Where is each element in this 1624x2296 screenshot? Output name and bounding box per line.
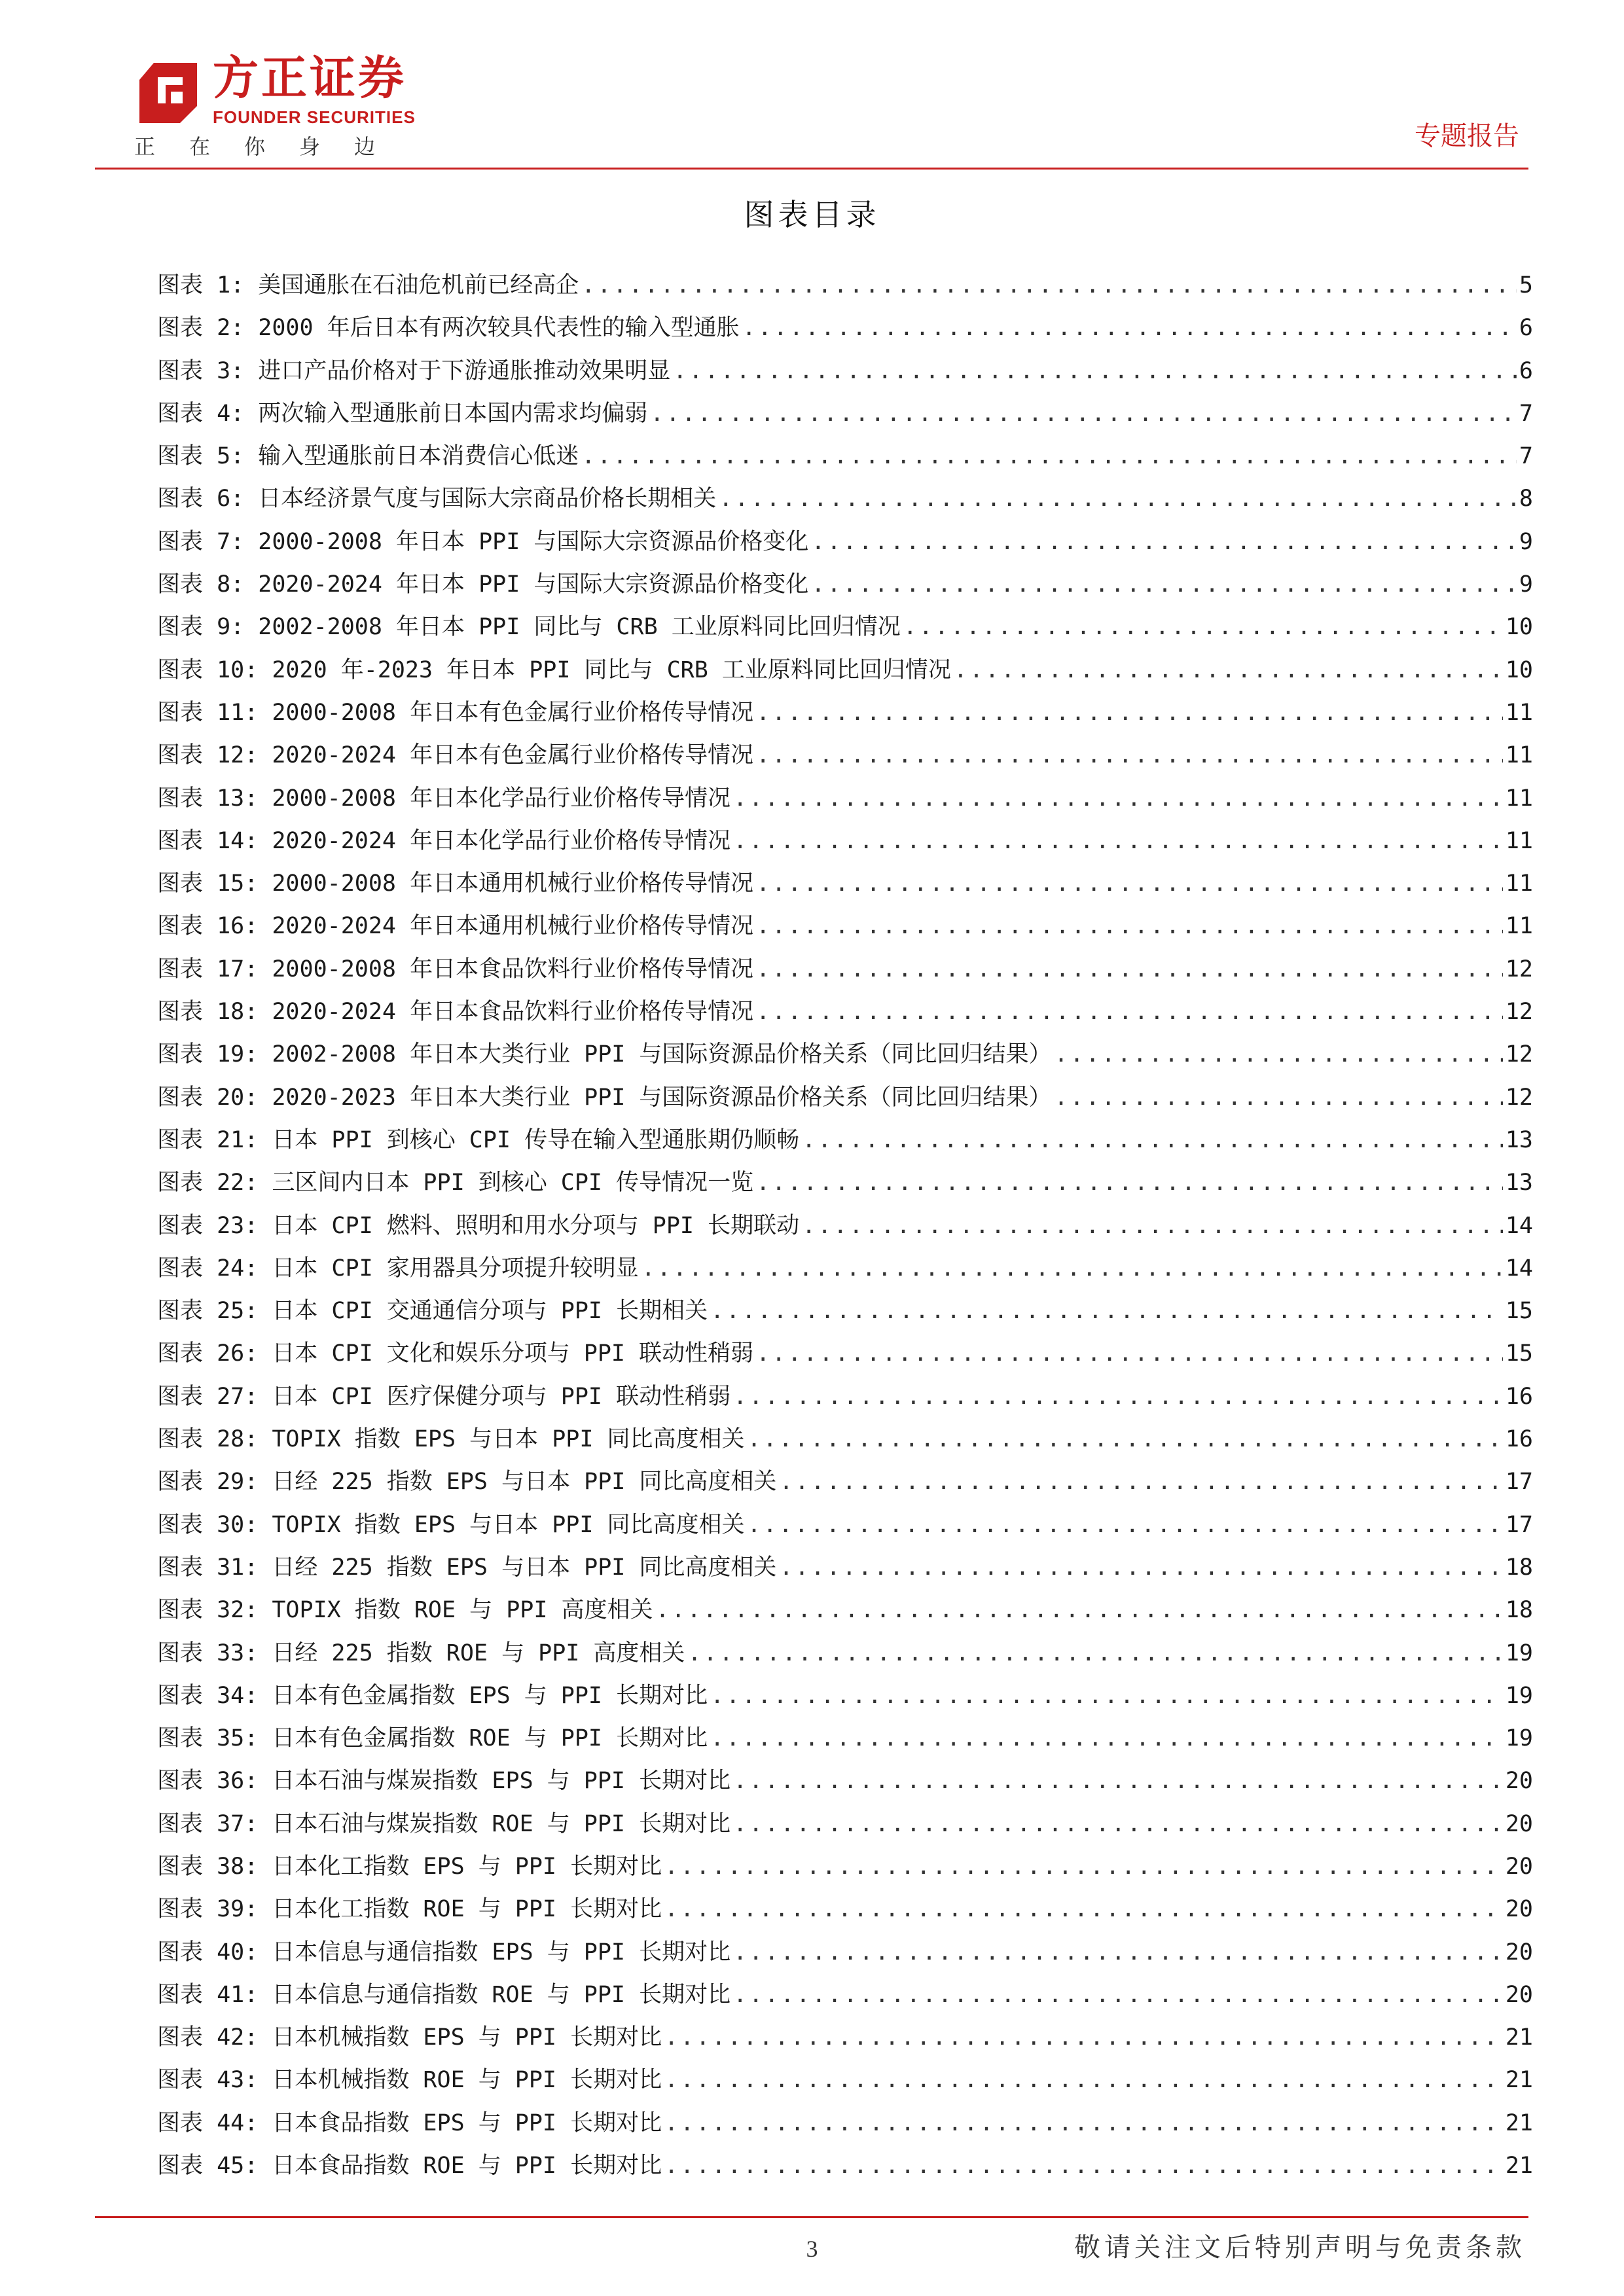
toc-dot-leader — [664, 2110, 1503, 2136]
toc-entry[interactable] — [157, 1677, 1533, 1720]
brand-slogan: 正在你身边 — [134, 134, 410, 159]
toc-entry-page: 20 — [1505, 1981, 1533, 2008]
footer-disclaimer: 敬请关注文后特别声明与免责条款 — [1074, 2233, 1526, 2263]
toc-entry[interactable] — [157, 908, 1533, 950]
toc-entry-label: 图表 14: 2020-2024 年日本化学品行业价格传导情况 — [157, 827, 731, 854]
toc-entry-label: 图表 28: TOPIX 指数 EPS 与日本 PPI 同比高度相关 — [157, 1426, 745, 1453]
toc-dot-leader — [1054, 1085, 1502, 1111]
toc-entry[interactable] — [157, 267, 1533, 310]
toc-entry-label: 图表 41: 日本信息与通信指数 ROE 与 PPI 长期对比 — [157, 1981, 731, 2008]
toc-entry[interactable] — [157, 1421, 1533, 1463]
toc-entry[interactable] — [157, 2062, 1533, 2104]
toc-entry-page: 19 — [1505, 1725, 1533, 1752]
toc-dot-leader — [733, 828, 1503, 854]
toc-entry-page: 14 — [1505, 1255, 1533, 1282]
toc-entry-label: 图表 2: 2000 年后日本有两次较具代表性的输入型通胀 — [157, 315, 740, 342]
toc-entry-page: 19 — [1505, 1682, 1533, 1709]
toc-entry[interactable] — [157, 2019, 1533, 2062]
toc-dot-leader — [779, 1469, 1502, 1495]
brand-name-cn: 方正证券 — [213, 51, 406, 105]
toc-entry[interactable] — [157, 1549, 1533, 1592]
toc-entry-page: 16 — [1505, 1383, 1533, 1410]
toc-entry[interactable] — [157, 694, 1533, 737]
toc-entry-page: 11 — [1505, 827, 1533, 854]
toc-entry-label: 图表 40: 日本信息与通信指数 EPS 与 PPI 长期对比 — [157, 1939, 731, 1965]
toc-entry-page: 6 — [1519, 357, 1533, 384]
toc-entry-label: 图表 17: 2000-2008 年日本食品饮料行业价格传导情况 — [157, 956, 754, 982]
toc-entry-label: 图表 1: 美国通胀在石油危机前已经高企 — [157, 272, 579, 298]
toc-dot-leader — [641, 1255, 1503, 1282]
toc-dot-leader — [748, 1512, 1503, 1538]
toc-entry[interactable] — [157, 1293, 1533, 1335]
toc-entry-label: 图表 32: TOPIX 指数 ROE 与 PPI 高度相关 — [157, 1597, 653, 1624]
toc-entry[interactable] — [157, 780, 1533, 823]
toc-entry-label: 图表 5: 输入型通胀前日本消费信心低迷 — [157, 443, 579, 470]
toc-entry[interactable] — [157, 1122, 1533, 1164]
toc-dot-leader — [742, 315, 1517, 341]
toc-dot-leader — [581, 443, 1517, 469]
toc-entry[interactable] — [157, 609, 1533, 651]
toc-entry-label: 图表 43: 日本机械指数 ROE 与 PPI 长期对比 — [157, 2067, 662, 2094]
toc-entry-page: 10 — [1505, 656, 1533, 683]
toc-dot-leader — [733, 1939, 1503, 1965]
toc-entry-page: 21 — [1505, 2024, 1533, 2051]
toc-dot-leader — [779, 1554, 1502, 1581]
toc-dot-leader — [710, 1683, 1503, 1709]
toc-dot-leader — [650, 401, 1517, 427]
toc-entry-label: 图表 24: 日本 CPI 家用器具分项提升较明显 — [157, 1255, 639, 1282]
toc-entry-label: 图表 3: 进口产品价格对于下游通胀推动效果明显 — [157, 357, 671, 384]
toc-entry-page: 8 — [1519, 486, 1533, 512]
toc-entry-page: 21 — [1505, 2153, 1533, 2179]
toc-entry-page: 21 — [1505, 2067, 1533, 2094]
header-divider — [95, 168, 1528, 170]
toc-entry-label: 图表 31: 日经 225 指数 EPS 与日本 PPI 同比高度相关 — [157, 1554, 777, 1581]
toc-entry[interactable] — [157, 823, 1533, 865]
toc-entry-label: 图表 44: 日本食品指数 EPS 与 PPI 长期对比 — [157, 2109, 662, 2136]
toc-dot-leader — [811, 529, 1517, 555]
toc-entry[interactable] — [157, 737, 1533, 780]
toc-entry-label: 图表 4: 两次输入型通胀前日本国内需求均偏弱 — [157, 400, 648, 427]
toc-entry-label: 图表 11: 2000-2008 年日本有色金属行业价格传导情况 — [157, 699, 754, 726]
toc-entry[interactable] — [157, 566, 1533, 609]
toc-entry-page: 9 — [1519, 571, 1533, 598]
toc-entry[interactable] — [157, 2105, 1533, 2147]
toc-entry-label: 图表 15: 2000-2008 年日本通用机械行业价格传导情况 — [157, 870, 754, 897]
toc-entry-page: 13 — [1505, 1126, 1533, 1153]
toc-entry-page: 21 — [1505, 2109, 1533, 2136]
toc-entry[interactable] — [157, 395, 1533, 438]
toc-entry-label: 图表 23: 日本 CPI 燃料、照明和用水分项与 PPI 长期联动 — [157, 1212, 800, 1239]
toc-dot-leader — [710, 1298, 1503, 1324]
toc-entry[interactable] — [157, 994, 1533, 1036]
toc-dot-leader — [954, 657, 1503, 683]
toc-dot-leader — [756, 999, 1503, 1025]
toc-dot-leader — [756, 956, 1503, 982]
report-type-label: 专题报告 — [1415, 121, 1519, 151]
toc-entry-label: 图表 25: 日本 CPI 交通通信分项与 PPI 长期相关 — [157, 1298, 708, 1325]
toc-entry-page: 19 — [1505, 1640, 1533, 1666]
toc-dot-leader — [756, 913, 1503, 939]
toc-entry[interactable] — [157, 652, 1533, 694]
toc-dot-leader — [903, 614, 1503, 640]
page-number: 3 — [806, 2236, 818, 2262]
toc-entry-label: 图表 22: 三区间内日本 PPI 到核心 CPI 传导情况一览 — [157, 1170, 754, 1196]
toc-dot-leader — [756, 1170, 1503, 1196]
toc-entry-page: 20 — [1505, 1939, 1533, 1965]
toc-entry-page: 20 — [1505, 1768, 1533, 1795]
toc-entry[interactable] — [157, 1891, 1533, 1933]
toc-entry-label: 图表 19: 2002-2008 年日本大类行业 PPI 与国际资源品价格关系（同比回归结果） — [157, 1041, 1052, 1068]
toc-entry-page: 20 — [1505, 1810, 1533, 1837]
toc-entry-page: 17 — [1505, 1511, 1533, 1538]
toc-dot-leader — [581, 272, 1517, 298]
toc-dot-leader — [756, 1340, 1503, 1367]
toc-entry-label: 图表 26: 日本 CPI 文化和娱乐分项与 PPI 联动性稍弱 — [157, 1340, 754, 1367]
toc-entry-page: 7 — [1519, 400, 1533, 427]
toc-entry[interactable] — [157, 1763, 1533, 1805]
page-header — [0, 0, 1624, 171]
toc-entry[interactable] — [157, 438, 1533, 480]
toc-dot-leader — [802, 1127, 1503, 1153]
toc-dot-leader — [719, 486, 1517, 512]
toc-entry-page: 20 — [1505, 1896, 1533, 1923]
toc-entry-label: 图表 16: 2020-2024 年日本通用机械行业价格传导情况 — [157, 913, 754, 940]
toc-entry-page: 17 — [1505, 1469, 1533, 1496]
toc-dot-leader — [733, 1811, 1503, 1837]
toc-entry-page: 11 — [1505, 742, 1533, 769]
toc-entry[interactable] — [157, 1720, 1533, 1763]
toc-entry-page: 16 — [1505, 1426, 1533, 1453]
toc-entry-label: 图表 34: 日本有色金属指数 EPS 与 PPI 长期对比 — [157, 1682, 708, 1709]
toc-entry-page: 11 — [1505, 699, 1533, 726]
toc-entry[interactable] — [157, 1463, 1533, 1506]
toc-dot-leader — [748, 1426, 1503, 1452]
toc-entry-page: 11 — [1505, 785, 1533, 812]
toc-entry-label: 图表 33: 日经 225 指数 ROE 与 PPI 高度相关 — [157, 1640, 685, 1666]
toc-dot-leader — [802, 1213, 1503, 1239]
toc-entry-page: 11 — [1505, 870, 1533, 897]
toc-entry[interactable] — [157, 1335, 1533, 1378]
toc-dot-leader — [756, 700, 1503, 726]
toc-entry-page: 15 — [1505, 1298, 1533, 1325]
toc-entry-page: 12 — [1505, 1041, 1533, 1068]
toc-entry[interactable] — [157, 1592, 1533, 1634]
toc-entry-label: 图表 37: 日本石油与煤炭指数 ROE 与 PPI 长期对比 — [157, 1810, 731, 1837]
toc-dot-leader — [664, 1854, 1503, 1880]
toc-entry[interactable] — [157, 1208, 1533, 1250]
toc-entry-page: 13 — [1505, 1170, 1533, 1196]
toc-dot-leader — [1054, 1041, 1502, 1067]
toc-dot-leader — [756, 742, 1503, 768]
brand-name-en: FOUNDER SECURITIES — [213, 107, 416, 127]
toc-entry[interactable] — [157, 1635, 1533, 1677]
toc-entry-label: 图表 9: 2002-2008 年日本 PPI 同比与 CRB 工业原料同比回归情况 — [157, 614, 901, 641]
toc-entry[interactable] — [157, 1036, 1533, 1079]
toc-entry-page: 12 — [1505, 1084, 1533, 1111]
toc-entry-label: 图表 18: 2020-2024 年日本食品饮料行业价格传导情况 — [157, 999, 754, 1026]
toc-dot-leader — [656, 1597, 1503, 1623]
toc-dot-leader — [733, 1982, 1503, 2008]
toc-entry[interactable] — [157, 1507, 1533, 1549]
toc-entry-label: 图表 42: 日本机械指数 EPS 与 PPI 长期对比 — [157, 2024, 662, 2051]
toc-entry-page: 20 — [1505, 1853, 1533, 1880]
toc-entry-label: 图表 36: 日本石油与煤炭指数 EPS 与 PPI 长期对比 — [157, 1768, 731, 1795]
toc-dot-leader — [756, 870, 1503, 897]
toc-entry[interactable] — [157, 1250, 1533, 1293]
toc-entry-page: 10 — [1505, 614, 1533, 641]
toc-entry-label: 图表 12: 2020-2024 年日本有色金属行业价格传导情况 — [157, 742, 754, 769]
toc-dot-leader — [664, 2067, 1503, 2093]
toc-entry-page: 12 — [1505, 956, 1533, 982]
founder-logo-icon — [134, 58, 206, 130]
toc-entry-page: 5 — [1519, 272, 1533, 298]
toc-entry[interactable] — [157, 1977, 1533, 2019]
toc-entry-label: 图表 6: 日本经济景气度与国际大宗商品价格长期相关 — [157, 486, 717, 512]
toc-entry[interactable] — [157, 1378, 1533, 1421]
toc-entry-label: 图表 29: 日经 225 指数 EPS 与日本 PPI 同比高度相关 — [157, 1469, 777, 1496]
toc-entry[interactable] — [157, 1079, 1533, 1122]
toc-entry-page: 14 — [1505, 1212, 1533, 1239]
footer-divider — [95, 2216, 1528, 2218]
toc-entry-label: 图表 13: 2000-2008 年日本化学品行业价格传导情况 — [157, 785, 731, 812]
toc-entry-page: 18 — [1505, 1554, 1533, 1581]
toc-entry-page: 6 — [1519, 315, 1533, 342]
toc-entry-page: 9 — [1519, 528, 1533, 555]
toc-dot-leader — [733, 1384, 1503, 1410]
toc-entry-label: 图表 39: 日本化工指数 ROE 与 PPI 长期对比 — [157, 1896, 662, 1923]
toc-entry[interactable] — [157, 480, 1533, 523]
toc-entry[interactable] — [157, 1806, 1533, 1848]
toc-dot-leader — [687, 1640, 1502, 1666]
toc-entry-page: 18 — [1505, 1597, 1533, 1624]
toc-entry-page: 15 — [1505, 1340, 1533, 1367]
toc-dot-leader — [664, 1896, 1503, 1922]
toc-dot-leader — [673, 358, 1517, 384]
toc-entry[interactable] — [157, 353, 1533, 395]
toc-entry[interactable] — [157, 2147, 1533, 2190]
toc-dot-leader — [710, 1725, 1503, 1751]
toc-entry[interactable] — [157, 1848, 1533, 1891]
toc-entry-label: 图表 21: 日本 PPI 到核心 CPI 传导在输入型通胀期仍顺畅 — [157, 1126, 800, 1153]
toc-entry-label: 图表 20: 2020-2023 年日本大类行业 PPI 与国际资源品价格关系（同比回归结果） — [157, 1084, 1052, 1111]
toc-entry-label: 图表 10: 2020 年-2023 年日本 PPI 同比与 CRB 工业原料同比回归情况 — [157, 656, 951, 683]
toc-entry-page: 12 — [1505, 999, 1533, 1026]
toc-entry[interactable] — [157, 310, 1533, 352]
toc-dot-leader — [733, 1768, 1503, 1794]
toc-dot-leader — [811, 571, 1517, 598]
toc-entry-label: 图表 27: 日本 CPI 医疗保健分项与 PPI 联动性稍弱 — [157, 1383, 731, 1410]
toc-title: 图表目录 — [744, 197, 880, 232]
toc-entry-label: 图表 8: 2020-2024 年日本 PPI 与国际大宗资源品价格变化 — [157, 571, 809, 598]
toc-entry-label: 图表 35: 日本有色金属指数 ROE 与 PPI 长期对比 — [157, 1725, 708, 1752]
toc-entry[interactable] — [157, 951, 1533, 994]
toc-dot-leader — [733, 785, 1503, 812]
toc-entry-page: 11 — [1505, 913, 1533, 940]
toc-list — [157, 267, 1533, 2190]
toc-entry[interactable] — [157, 1934, 1533, 1977]
toc-entry-label: 图表 7: 2000-2008 年日本 PPI 与国际大宗资源品价格变化 — [157, 528, 809, 555]
toc-entry[interactable] — [157, 524, 1533, 566]
toc-entry-page: 7 — [1519, 443, 1533, 470]
toc-entry[interactable] — [157, 1164, 1533, 1207]
toc-dot-leader — [664, 2024, 1503, 2051]
toc-dot-leader — [664, 2153, 1503, 2179]
toc-entry-label: 图表 45: 日本食品指数 ROE 与 PPI 长期对比 — [157, 2153, 662, 2179]
toc-entry-label: 图表 38: 日本化工指数 EPS 与 PPI 长期对比 — [157, 1853, 662, 1880]
toc-entry-label: 图表 30: TOPIX 指数 EPS 与日本 PPI 同比高度相关 — [157, 1511, 745, 1538]
toc-entry[interactable] — [157, 865, 1533, 908]
